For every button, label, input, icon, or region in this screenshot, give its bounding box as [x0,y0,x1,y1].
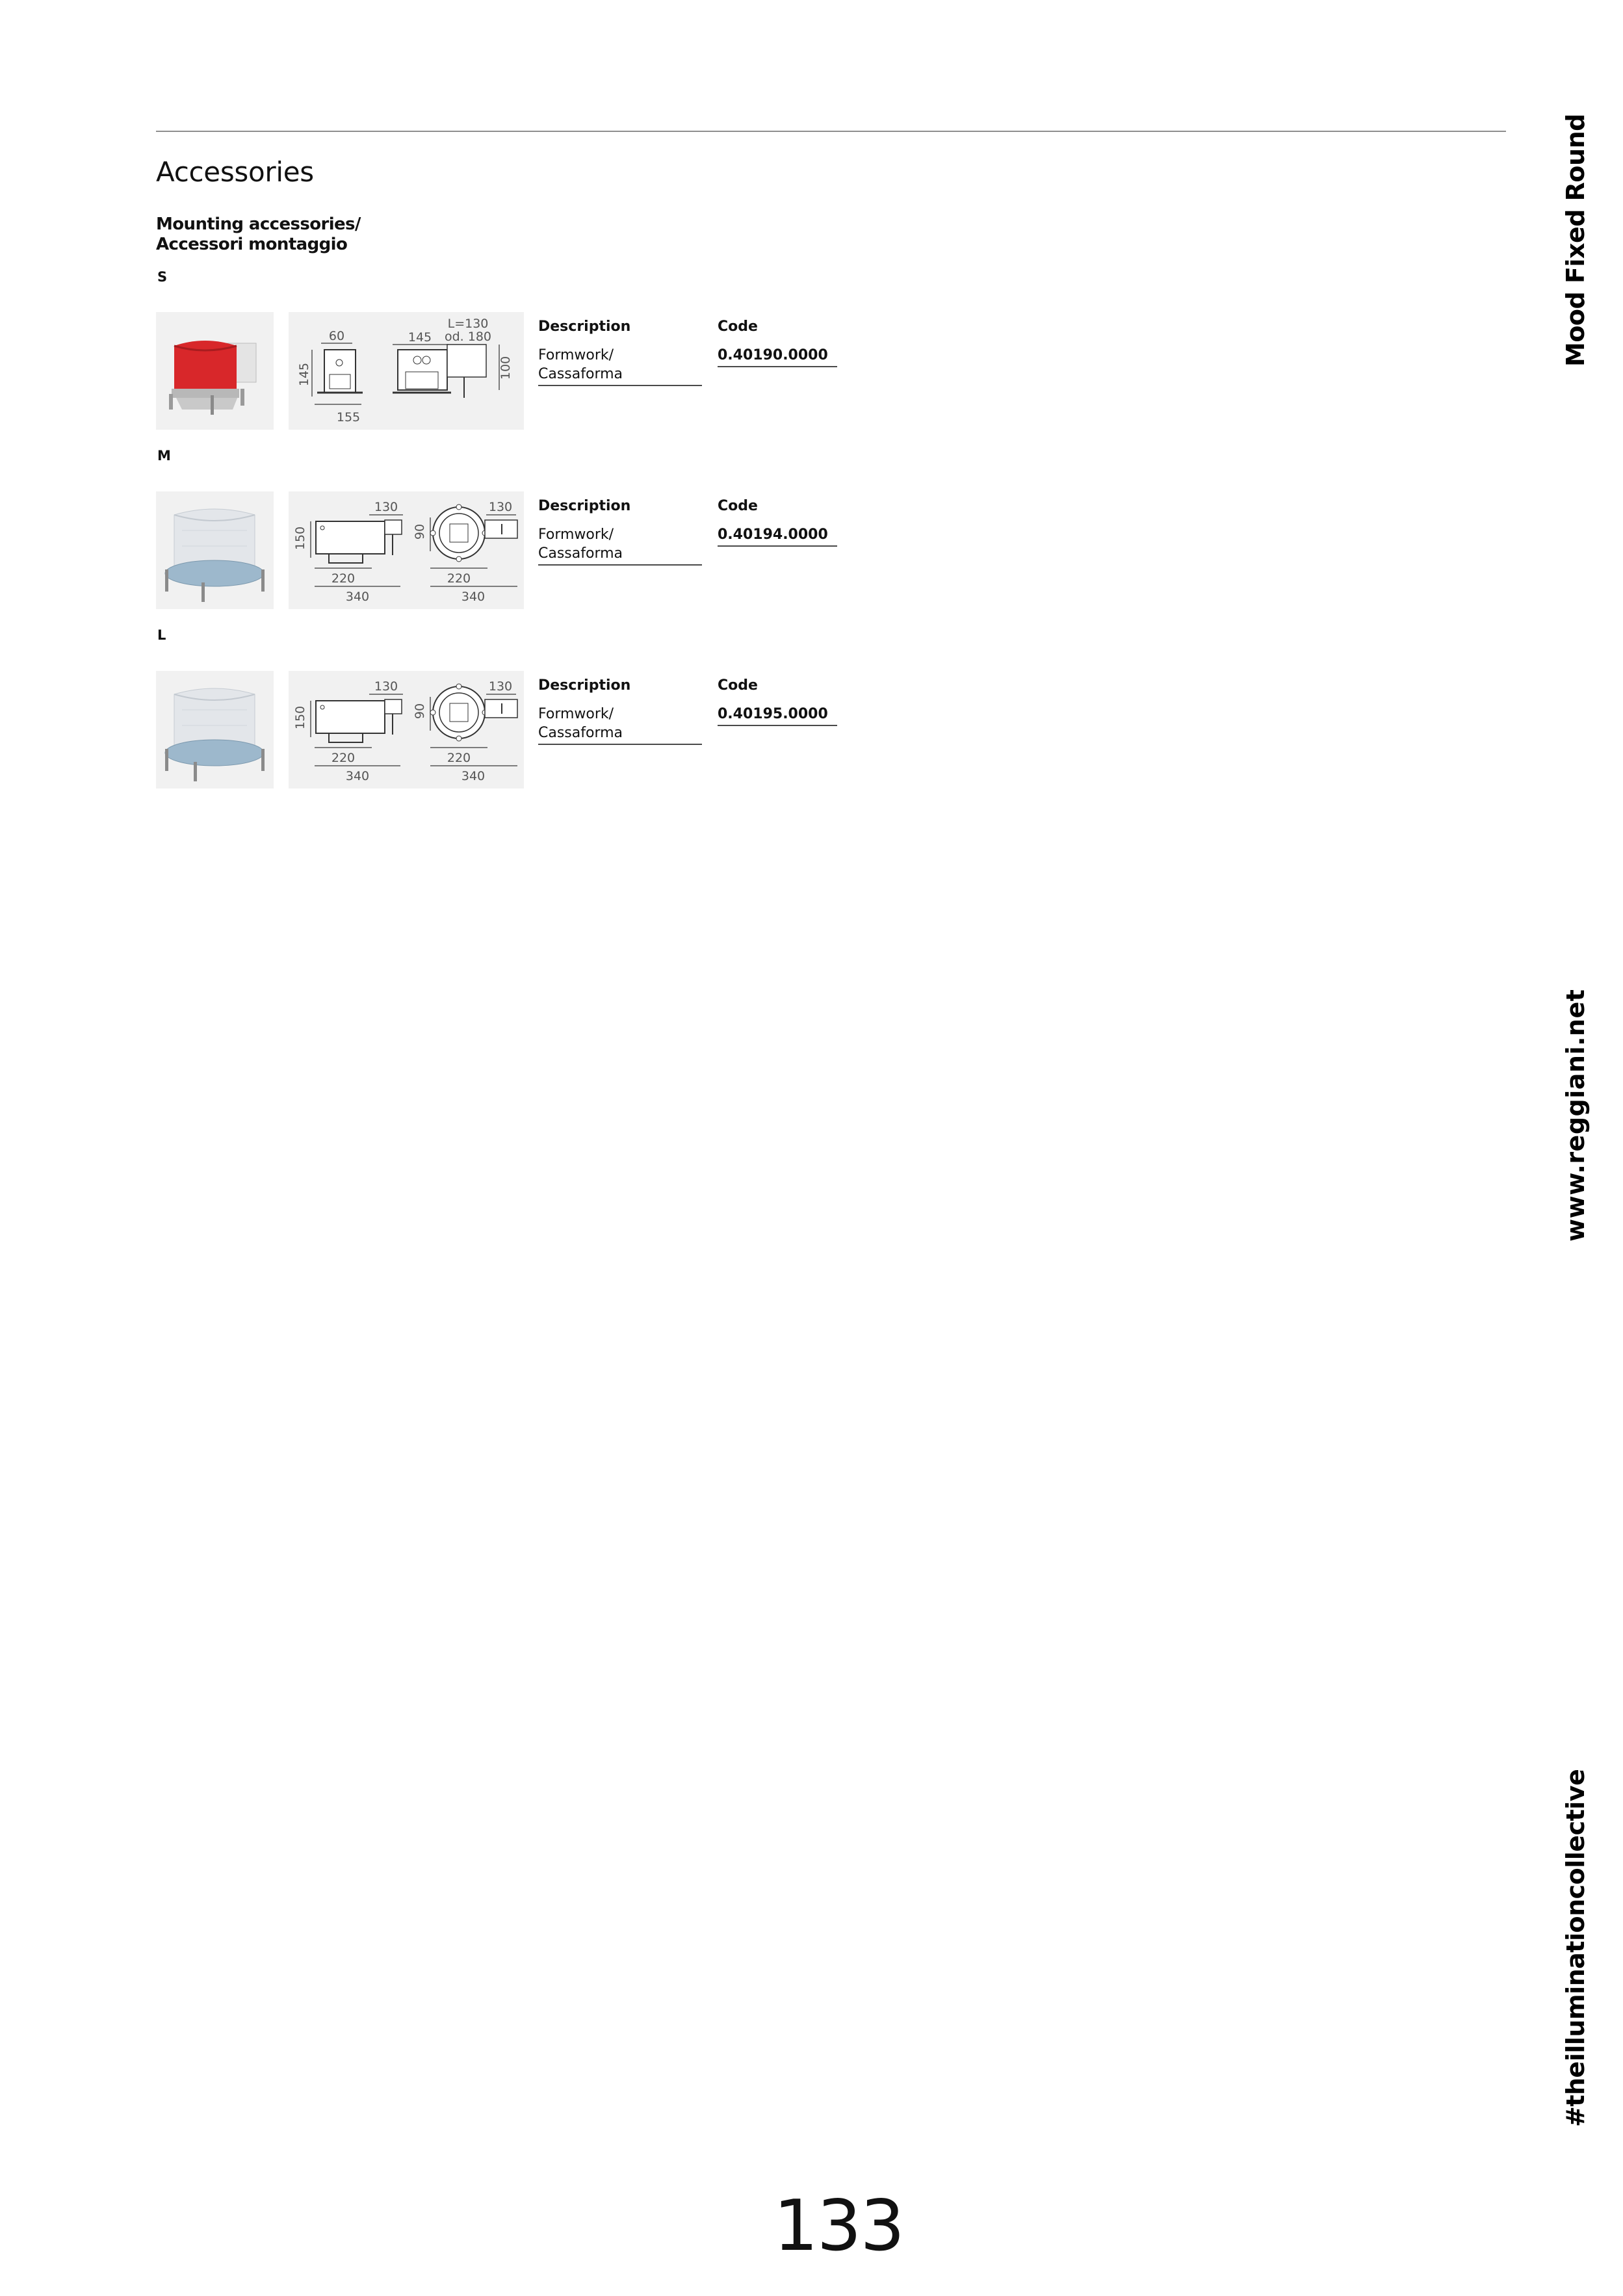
code-value-s: 0.40190.0000 [718,346,837,367]
description-line-1: Formwork/ [538,706,614,722]
dim-s-od: od. 180 [444,330,492,344]
code-value-l: 0.40195.0000 [718,705,837,726]
dim-l-top-left: 130 [374,679,398,694]
dim-m-depth: 90 [413,523,427,540]
description-line-1: Formwork/ [538,527,614,543]
dim-s-height: 145 [297,362,311,387]
product-photo-m [156,491,274,609]
dim-l-depth: 90 [413,703,427,720]
description-value-l [538,705,702,745]
technical-drawing-l [289,671,524,789]
top-rule [156,131,1506,132]
description-header-s: Description [538,319,631,335]
code-cell-l [718,679,837,726]
description-cell-m [538,499,702,566]
subtitle-line-2: Accessori montaggio [156,235,348,254]
code-value-m: 0.40194.0000 [718,525,837,547]
dim-l-base-left: 220 [331,751,356,765]
page-number: 133 [773,2185,904,2267]
dim-m-overall-left: 340 [345,590,370,604]
dim-m-top-left: 130 [374,500,398,514]
page-title: Accessories [156,156,314,188]
technical-drawing-s [289,312,524,430]
dim-s-side-width: 145 [408,330,432,345]
description-line-2: Cassaforma [538,366,623,382]
product-photo-l [156,671,274,789]
dim-m-overall-right: 340 [461,590,486,604]
code-cell-m [718,499,837,547]
dim-m-base-right: 220 [447,571,471,586]
dim-s-width-bottom: 155 [336,410,361,424]
dim-s-width-top: 60 [328,329,345,343]
size-label-s: S [157,269,168,285]
sidebar-website-link[interactable]: www.reggiani.net [1561,989,1590,1242]
section-subtitle [156,215,361,255]
dim-m-top-right: 130 [488,500,513,514]
size-label-m: M [157,448,171,463]
sidebar-product-name: Mood Fixed Round [1561,114,1590,367]
description-line-2: Cassaforma [538,545,623,562]
code-header-m: Code [718,498,758,514]
dim-l-overall-right: 340 [461,769,486,783]
description-cell-l [538,679,702,745]
dim-m-base-left: 220 [331,571,356,586]
description-value-m [538,525,702,566]
product-photo-s [156,312,274,430]
code-header-l: Code [718,677,758,694]
sidebar-hashtag: #theilluminationcollective [1561,1769,1590,2127]
technical-drawing-m [289,491,524,609]
dim-m-height: 150 [293,526,307,551]
description-cell-s [538,320,702,386]
dim-l-base-right: 220 [447,751,471,765]
code-cell-s [718,320,837,367]
size-label-l: L [157,627,166,643]
dim-s-length: L=130 [447,317,489,331]
dim-s-depth: 100 [499,356,513,380]
dim-l-top-right: 130 [488,679,513,694]
code-header-s: Code [718,319,758,335]
dim-l-height: 150 [293,705,307,730]
dim-l-overall-left: 340 [345,769,370,783]
description-line-1: Formwork/ [538,347,614,363]
description-header-m: Description [538,498,631,514]
description-value-s [538,346,702,386]
subtitle-line-1: Mounting accessories/ [156,215,361,234]
description-line-2: Cassaforma [538,725,623,741]
description-header-l: Description [538,677,631,694]
